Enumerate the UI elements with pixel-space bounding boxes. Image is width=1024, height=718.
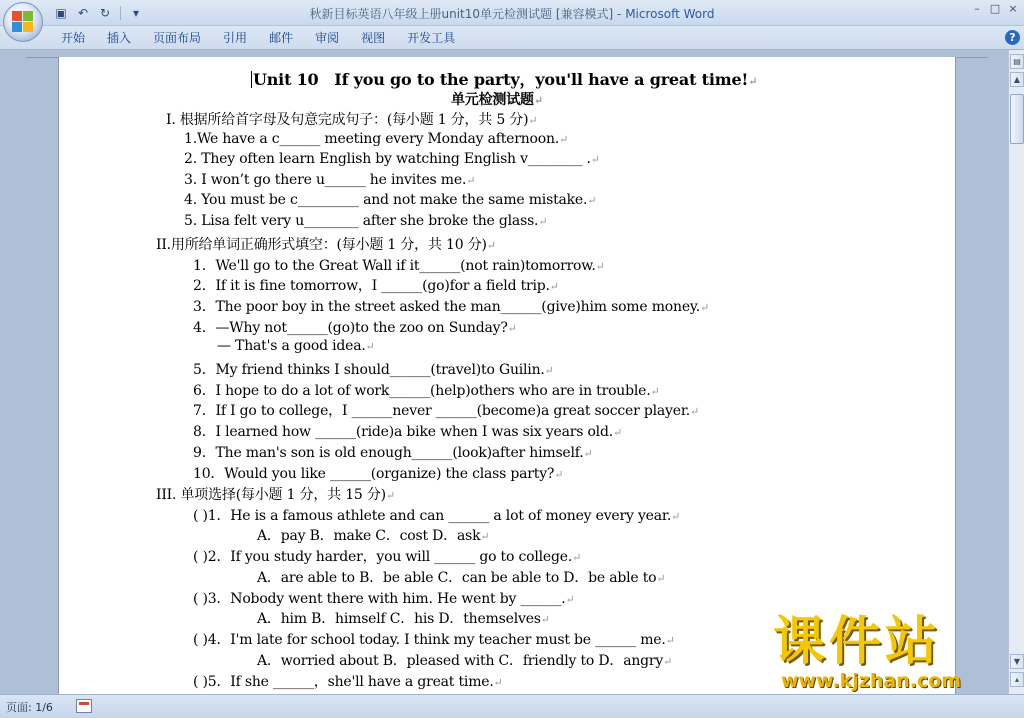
scroll-up-icon[interactable]: ▲: [1010, 72, 1024, 87]
page-corner-mark: [956, 57, 988, 58]
paragraph-mark: ↵: [572, 551, 582, 564]
document-line: [184, 172, 475, 188]
paragraph-mark: ↵: [650, 385, 660, 398]
document-line: [193, 275, 559, 295]
line-text: A．him B．himself C．his D．themselves: [257, 611, 541, 627]
ribbon-tabs: [50, 30, 466, 46]
watermark-url: www.kjzhan.com: [781, 670, 962, 692]
office-logo-icon: [12, 11, 34, 33]
document-line: [193, 505, 680, 525]
restore-icon[interactable]: □: [989, 2, 1001, 15]
paragraph-mark: ↵: [480, 530, 490, 543]
paragraph-mark: ↵: [385, 489, 395, 502]
line-text: III. 单项选择(每小题 1 分，共 15 分): [156, 487, 386, 503]
proofing-icon[interactable]: [76, 699, 92, 713]
document-page[interactable]: [58, 57, 956, 694]
line-text: II.用所给单词正确形式填空：(每小题 1 分，共 10 分): [156, 237, 487, 253]
document-line: [257, 608, 550, 628]
document-line: [184, 192, 596, 208]
paragraph-mark: ↵: [559, 133, 569, 146]
status-bar: [0, 694, 1024, 718]
ribbon: [0, 26, 1024, 50]
line-text: 5. Lisa felt very u________ after she broke the glass.: [184, 213, 539, 229]
line-text: ( )4．I'm late for school today. I think my teacher must be ______ me.: [193, 632, 666, 648]
paragraph-mark: ↵: [540, 613, 550, 626]
watermark-text: 课件站: [773, 612, 942, 672]
document-name: 秋新目标英语八年级上册unit10单元检测试题 [兼容模式]: [309, 7, 614, 21]
paragraph-mark: ↵: [538, 215, 548, 228]
paragraph-mark: ↵: [544, 364, 554, 377]
line-text: 8．I learned how ______(ride)a bike when I was six years old.: [193, 424, 613, 440]
paragraph-mark: ↵: [663, 655, 673, 668]
paragraph-mark: ↵: [583, 447, 593, 460]
line-text: 5．My friend thinks I should______(travel)to Guilin.: [193, 362, 545, 378]
line-text: A．are able to B．be able C．can be able to D．be able to: [257, 570, 657, 586]
document-line: [156, 234, 496, 254]
line-text: 4．—Why not______(go)to the zoo on Sunday?: [193, 320, 508, 336]
document-line: [184, 213, 547, 229]
title-bar: [0, 0, 1024, 26]
previous-page-icon[interactable]: ▴: [1010, 672, 1024, 687]
paragraph-mark: ↵: [665, 634, 675, 647]
ribbon-tab[interactable]: 邮件: [269, 31, 294, 45]
document-line: [184, 151, 600, 167]
document-line: [166, 109, 537, 129]
line-text: 7．If I go to college，I ______never ______(become)a great soccer player.: [193, 403, 691, 419]
undo-icon[interactable]: ↶: [77, 6, 89, 20]
paragraph-mark: ↵: [507, 322, 517, 335]
document-line: [156, 484, 395, 504]
line-text: 6．I hope to do a lot of work______(help)others who are in trouble.: [193, 383, 651, 399]
scroll-thumb[interactable]: [1010, 94, 1024, 144]
line-text: 2. They often learn English by watching English v________ .: [184, 151, 591, 167]
line-text: 2．If it is fine tomorrow，I ______(go)for a field trip.: [193, 278, 550, 294]
document-line: [193, 588, 575, 608]
text-cursor: [251, 71, 252, 88]
line-text: ( )5．If she ______，she'll have a great time.: [193, 674, 494, 690]
document-line: [193, 421, 622, 441]
document-workspace: [0, 50, 1008, 694]
document-line: [193, 400, 699, 420]
window-controls: [970, 2, 1020, 16]
document-line: [217, 338, 375, 354]
line-text: 单元检测试题: [451, 92, 534, 108]
ribbon-tab[interactable]: 插入: [107, 31, 132, 45]
document-line: [257, 567, 665, 587]
line-text: ( )3．Nobody went there with him. He went by ______.: [193, 591, 566, 607]
app-name: Microsoft Word: [625, 7, 715, 21]
paragraph-mark: ↵: [587, 194, 597, 207]
ribbon-tab[interactable]: 视图: [361, 31, 386, 45]
document-subtitle: [451, 89, 543, 109]
document-line: [193, 380, 660, 400]
paragraph-mark: ↵: [486, 239, 496, 252]
document-title: [251, 67, 757, 90]
document-line: [193, 671, 503, 691]
line-text: I. 根据所给首字母及句意完成句子：(每小题 1 分，共 5 分): [166, 112, 529, 128]
line-text: 3. I won’t go there u______ he invites me.: [184, 172, 467, 188]
paragraph-mark: ↵: [528, 114, 538, 127]
ribbon-tab[interactable]: 开始: [61, 31, 86, 45]
line-text: 1.We have a c______ meeting every Monday afternoon.: [184, 131, 560, 147]
line-text: — That's a good idea.: [217, 338, 366, 354]
help-icon[interactable]: ?: [1005, 30, 1020, 45]
document-line: [193, 255, 605, 275]
paragraph-mark: ↵: [554, 468, 564, 481]
document-line: [184, 131, 568, 147]
document-line: [193, 546, 581, 566]
line-text: ( )2．If you study harder，you will ______ go to college.: [193, 549, 573, 565]
paragraph-mark: ↵: [590, 153, 600, 166]
ribbon-tab[interactable]: 开发工具: [407, 31, 456, 45]
paragraph-mark: ↵: [748, 75, 758, 88]
save-icon[interactable]: ▣: [55, 6, 67, 20]
ribbon-tab[interactable]: 引用: [223, 31, 248, 45]
line-text: ( )1．He is a famous athlete and can ______ a lot of money every year.: [193, 508, 672, 524]
scroll-down-icon[interactable]: ▼: [1010, 654, 1024, 669]
line-text: 9．The man's son is old enough______(look)after himself.: [193, 445, 584, 461]
document-line: [193, 463, 563, 483]
line-text: A．worried about B．pleased with C．friendly to D．angry: [257, 653, 664, 669]
line-text: Unit 10 If you go to the party，you'll have a great time!: [253, 70, 749, 89]
document-line: [257, 525, 489, 545]
line-text: 3．The poor boy in the street asked the man______(give)him some money.: [193, 299, 701, 315]
paragraph-mark: ↵: [612, 426, 623, 439]
line-text: 1．We'll go to the Great Wall if it______(not rain)tomorrow.: [193, 258, 596, 274]
paragraph-mark: ↵: [533, 94, 543, 107]
document-line: [257, 650, 672, 670]
page-corner-mark: [26, 57, 58, 58]
vertical-scrollbar[interactable]: [1008, 50, 1024, 694]
paragraph-mark: ↵: [690, 405, 700, 418]
paragraph-mark: ↵: [595, 260, 605, 273]
paragraph-mark: ↵: [466, 174, 476, 187]
paragraph-mark: ↵: [671, 510, 681, 523]
office-button[interactable]: [3, 2, 43, 42]
document-line: [193, 359, 554, 379]
redo-icon[interactable]: ↻: [99, 6, 111, 20]
paragraph-mark: ↵: [656, 572, 666, 585]
document-line: [193, 317, 517, 337]
title-separator: -: [613, 7, 626, 21]
page-count[interactable]: 页面: 1/6: [6, 701, 53, 714]
watermark-logo: [773, 612, 1008, 692]
ribbon-tab[interactable]: 审阅: [315, 31, 340, 45]
paragraph-mark: ↵: [365, 340, 375, 353]
paragraph-mark: ↵: [549, 280, 559, 293]
paragraph-mark: ↵: [565, 593, 575, 606]
paragraph-mark: ↵: [700, 301, 710, 314]
paragraph-mark: ↵: [493, 676, 503, 689]
minimize-icon[interactable]: –: [974, 2, 980, 15]
document-line: [193, 442, 593, 462]
customize-qat-icon[interactable]: ▾: [132, 6, 140, 20]
document-line: [193, 296, 709, 316]
line-text: 4. You must be c_________ and not make the same mistake.: [184, 192, 588, 208]
line-text: 10．Would you like ______(organize) the class party?: [193, 466, 555, 482]
close-icon[interactable]: ×: [1008, 2, 1018, 15]
ribbon-tab[interactable]: 页面布局: [153, 31, 202, 45]
ruler-toggle-icon[interactable]: ▤: [1010, 54, 1024, 69]
window-title: [0, 5, 1024, 22]
document-line: [193, 629, 675, 649]
line-text: A．pay B．make C．cost D．ask: [257, 528, 481, 544]
